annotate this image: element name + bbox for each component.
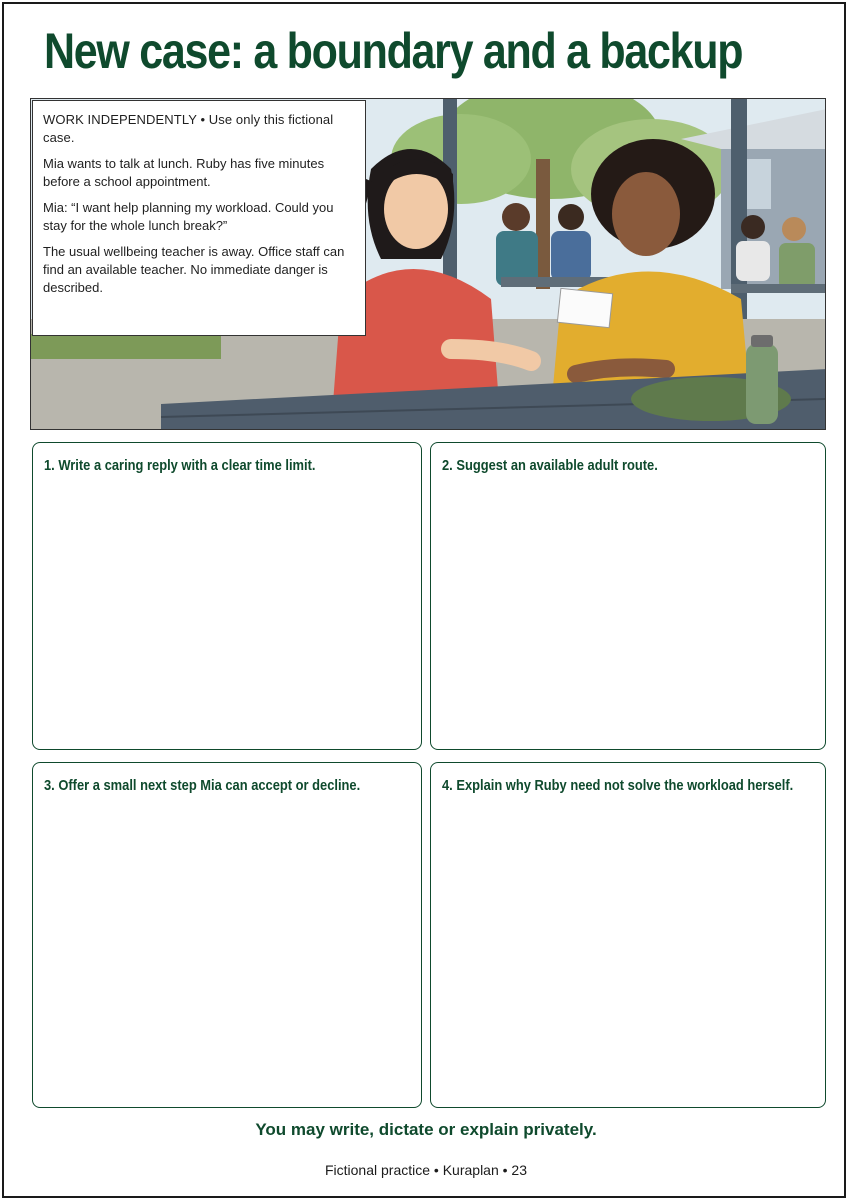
case-instruction: WORK INDEPENDENTLY • Use only this fictional case.	[43, 112, 334, 145]
answer-box-3[interactable]	[32, 762, 422, 1108]
case-paragraph: Mia: “I want help planning my workload. Could you stay for the whole lunch break?”	[43, 200, 334, 233]
worksheet-page	[2, 2, 846, 1198]
case-paragraph: Mia wants to talk at lunch. Ruby has five minutes before a school appointment.	[43, 156, 325, 189]
answer-box-1[interactable]	[32, 442, 422, 750]
page-title: New case: a boundary and a backup	[44, 23, 743, 79]
case-paragraph: The usual wellbeing teacher is away. Office staff can find an available teacher. No immediate danger is described.	[43, 244, 345, 295]
response-options-note: You may write, dictate or explain privately.	[255, 1120, 597, 1139]
answer-box-4[interactable]	[430, 762, 826, 1108]
case-description-panel	[32, 100, 366, 336]
question-1: 1. Write a caring reply with a clear time limit.	[44, 457, 316, 474]
question-2: 2. Suggest an available adult route.	[442, 457, 658, 474]
answer-box-2[interactable]	[430, 442, 826, 750]
question-4: 4. Explain why Ruby need not solve the workload herself.	[442, 777, 794, 794]
question-3: 3. Offer a small next step Mia can accept or decline.	[44, 777, 361, 794]
page-footer: Fictional practice • Kuraplan • 23	[324, 1162, 527, 1178]
